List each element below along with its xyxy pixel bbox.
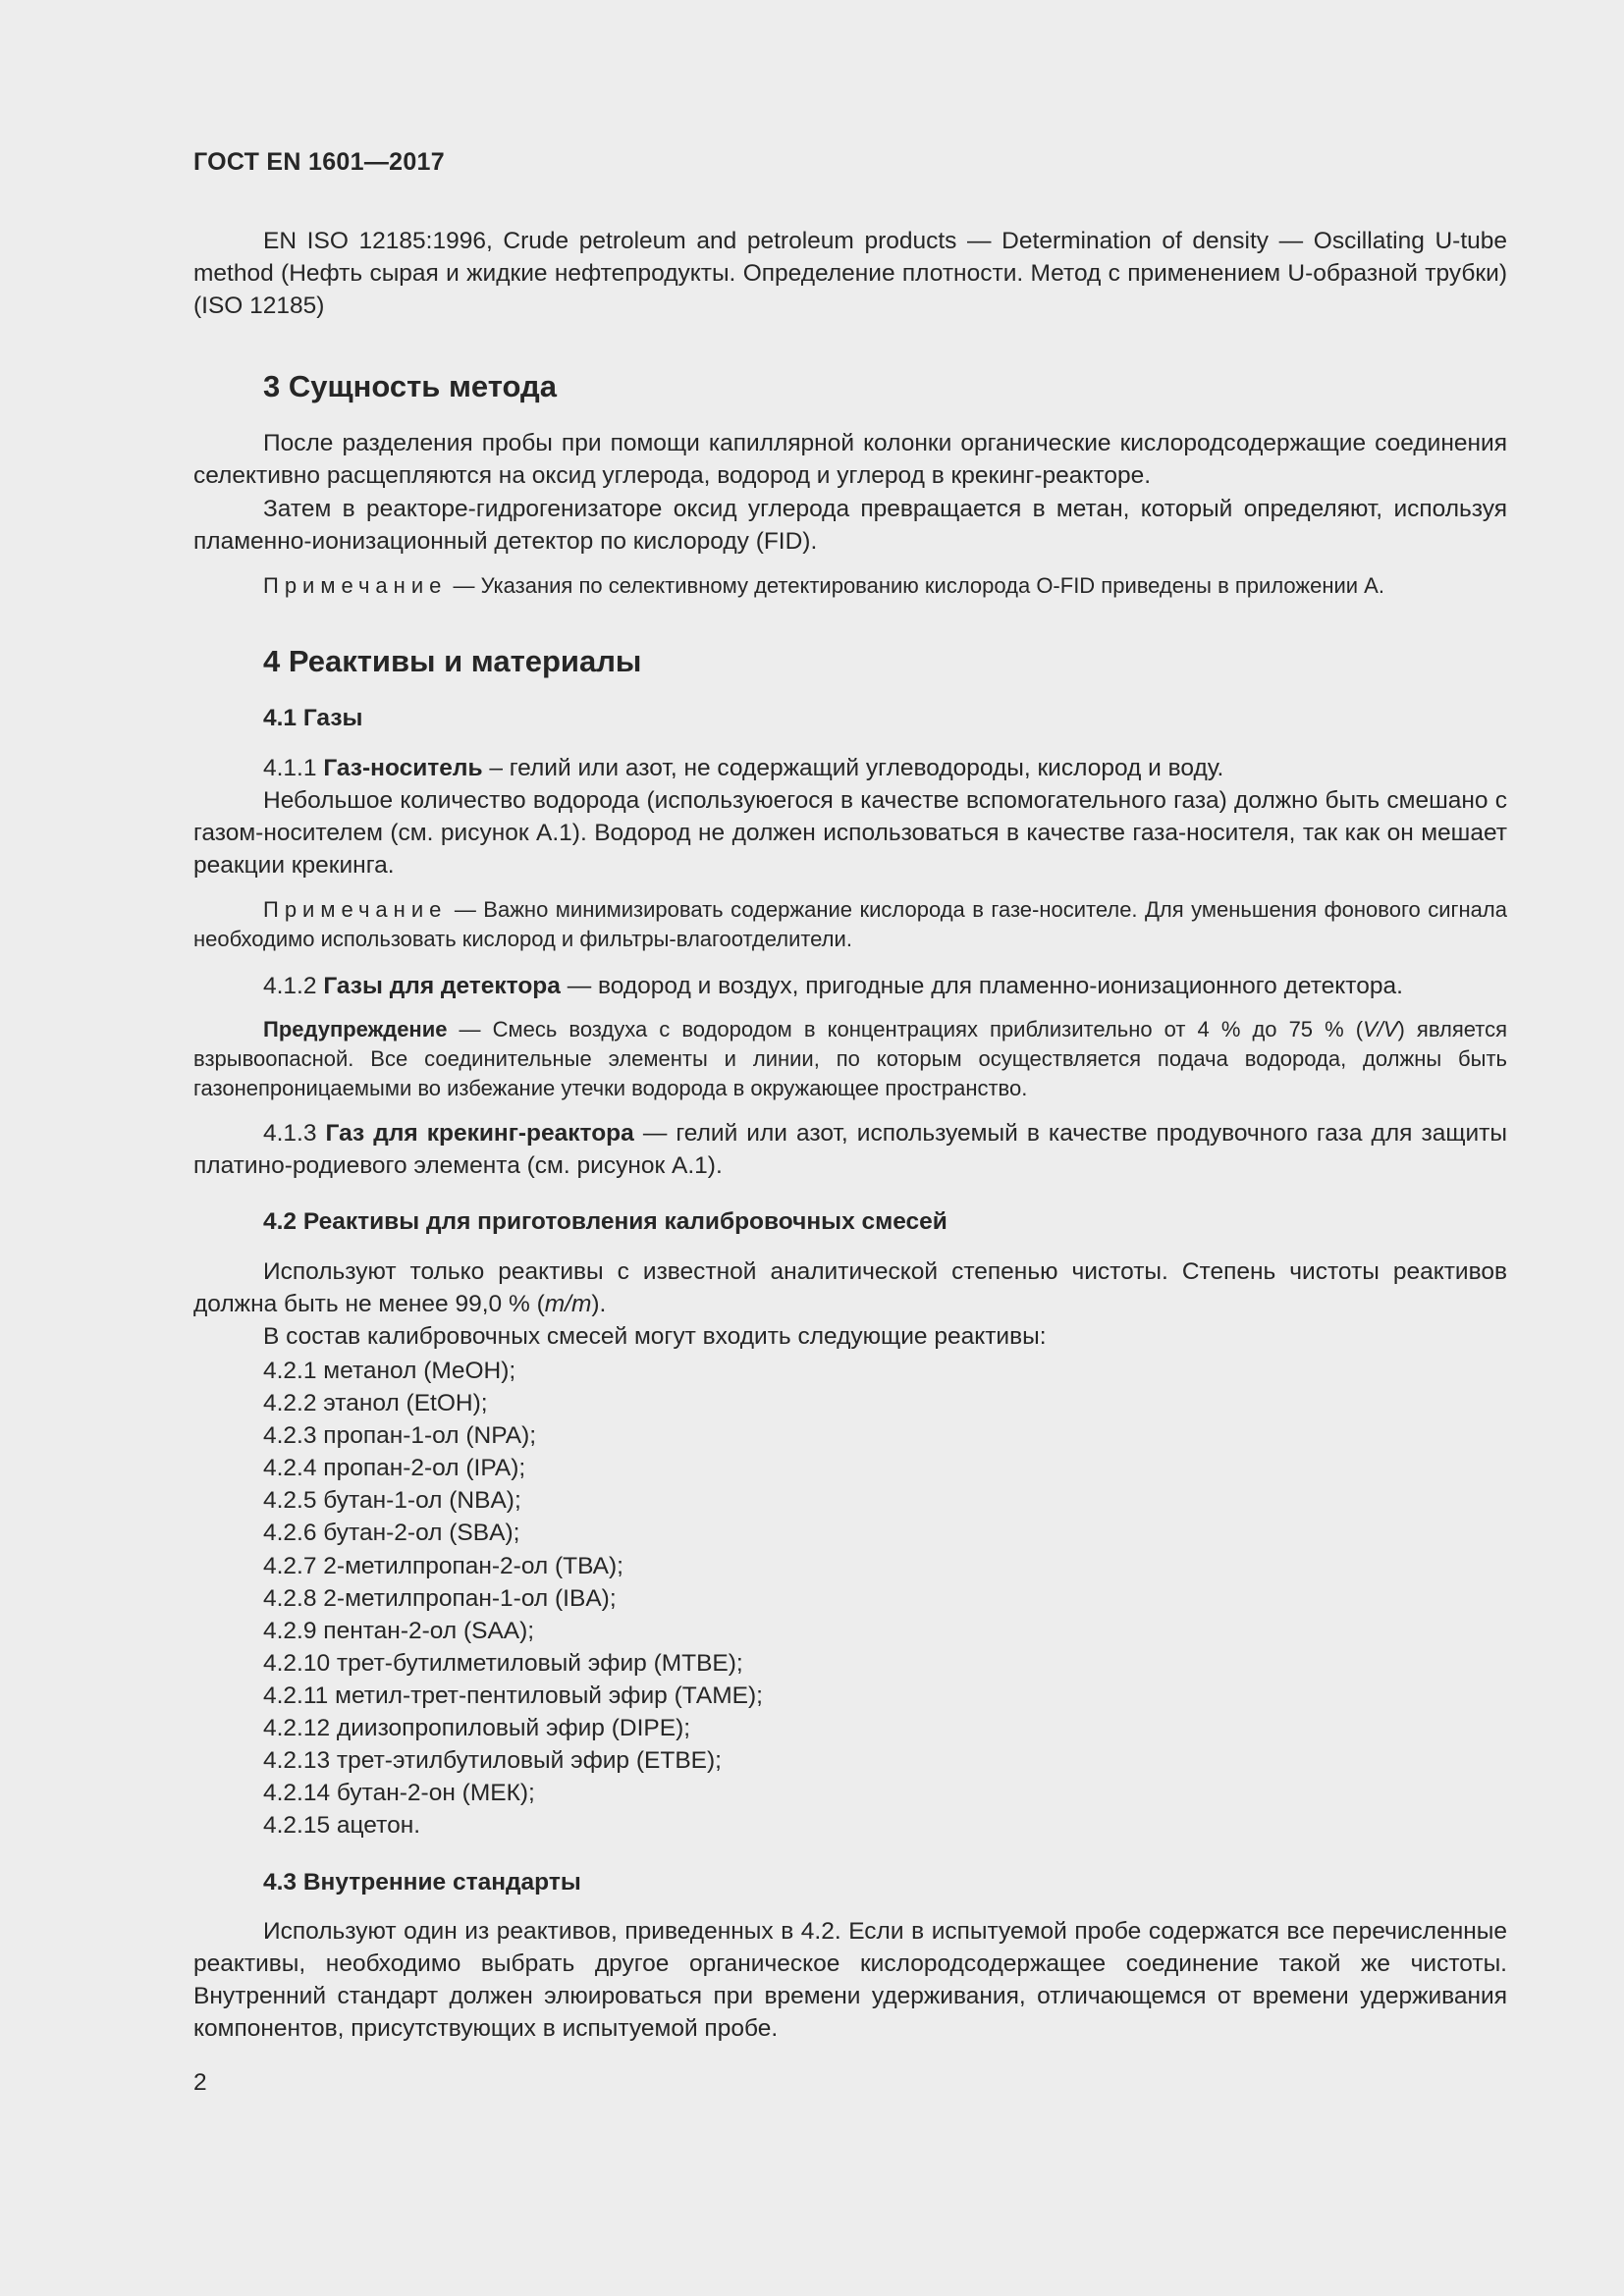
page-number: 2 [193,2069,207,2096]
list-item: 4.2.8 2-метилпропан-1-ол (IBA); [263,1584,617,1612]
clause-number: 4.1.2 [263,973,324,999]
section-3-paragraph-2: Затем в реакторе-гидрогенизаторе оксид углерода превращается в метан, который определяют, используя пламенно-ионизационный детектор по кислороду (FID). [193,496,1507,555]
section-4-3-title: 4.3 Внутренние стандарты [263,1869,581,1896]
list-item: 4.2.6 бутан-2-ол (SBA); [263,1520,520,1547]
list-item: 4.2.3 пропан-1-ол (NPA); [263,1422,537,1450]
reference-paragraph: EN ISO 12185:1996, Crude petroleum and petroleum products — Determination of density — Oscillating U-tube method (Нефть сырая и жидкие нефтепродукты. Определение плотности. Метод с применением U-образной трубки) (ISO 12185) [193,228,1507,319]
list-item: 4.2.10 трет-бутилметиловый эфир (МТВЕ); [263,1649,743,1677]
list-item: 4.2.1 метанол (MeOH); [263,1358,516,1384]
warning-paragraph [193,1015,1507,1103]
section-4-2-paragraph-2: В состав калибровочных смесей могут входить следующие реактивы: [263,1323,1047,1350]
mass-ratio: m/m [544,1291,592,1317]
clause-term: Газы для детектора [323,973,561,999]
section-3-title: 3 Сущность метода [263,369,557,403]
list-item: 4.2.7 2-метилпропан-2-ол (ТВА); [263,1552,623,1579]
note-label: Примечание [263,573,448,598]
standard-header: ГОСТ EN 1601—2017 [193,148,445,176]
clause-term: Газ-носитель [323,755,483,781]
paragraph-4-1-2 [193,970,1507,1002]
list-item: 4.2.2 этанол (EtOH); [263,1390,488,1417]
section-4-2-paragraph-1 [193,1255,1507,1320]
clause-text: – гелий или азот, не содержащий углеводороды, кислород и воду. [482,755,1224,781]
clause-term: Газ для крекинг-реактора [325,1120,634,1147]
clause-text: — водород и воздух, пригодные для пламенно-ионизационного детектора. [560,973,1403,999]
paragraph-4-1-1-continuation: Небольшое количество водорода (используюегося в качестве вспомогательного газа) должно быть смешано с газом-носителем (см. рисунок А.1). Водород не должен использоваться в качестве газа-носителя, так как он мешает реакции крекинга. [193,787,1507,879]
note-label: Примечание [263,897,448,922]
warning-text-2: ) является взрывоопасной. Все соединительные элементы и линии, по которым осуществляется подача водорода, должны быть газонепроницаемыми во избежание утечки водорода в окружающее пространство. [193,1017,1508,1100]
list-item: 4.2.4 пропан-2-ол (IPA); [263,1455,526,1482]
section-4-2-title: 4.2 Реактивы для приготовления калибровочных смесей [263,1208,947,1235]
warning-label: Предупреждение [263,1017,448,1041]
section-4-title: 4 Реактивы и материалы [263,644,642,678]
clause-number: 4.1.3 [263,1120,326,1147]
list-item: 4.2.9 пентан-2-ол (SAA); [263,1617,535,1644]
warning-text-1: — Смесь воздуха с водородом в концентрациях приблизительно от 4 % до 75 % ( [447,1017,1364,1041]
text-part-2: ). [591,1291,607,1317]
list-item: 4.2.5 бутан-1-ол (NBA); [263,1487,521,1515]
list-item: 4.2.14 бутан-2-он (МЕК); [263,1780,535,1807]
list-item: 4.2.15 ацетон. [263,1812,421,1840]
section-4-1-title: 4.1 Газы [263,705,363,731]
clause-number: 4.1.1 [263,755,324,781]
list-item: 4.2.13 трет-этилбутиловый эфир (ЕТВЕ); [263,1747,722,1775]
paragraph-4-1-3 [193,1117,1507,1182]
list-item: 4.2.12 диизопропиловый эфир (DIPE); [263,1715,691,1742]
section-4-3-paragraph: Используют один из реактивов, приведенных в 4.2. Если в испытуемой пробе содержатся все перечисленные реактивы, необходимо выбрать другое органическое кислородсодержащее соединение такой же чистоты. Внутренний стандарт должен элюироваться при времени удерживания, отличающемся от времени удерживания компонентов, присутствующих в испытуемой пробе. [193,1918,1507,2042]
note-text: — Важно минимизировать содержание кислорода в газе-носителе. Для уменьшения фонового сигнала необходимо использовать кислород и фильтры-влагоотделители. [193,897,1507,951]
warning-vv: V/V [1363,1017,1398,1041]
text-part-1: Используют только реактивы с известной аналитической степенью чистоты. Степень чистоты реактивов должна быть не менее 99,0 % ( [193,1258,1507,1317]
section-3-note [193,571,1507,601]
section-4-1-note [193,895,1507,954]
clause-text: — гелий или азот, используемый в качестве продувочного газа для защиты платино-родиевого элемента (см. рисунок А.1). [193,1120,1507,1179]
paragraph-4-1-1 [193,752,1507,784]
section-3-paragraph-1: После разделения пробы при помощи капиллярной колонки органические кислородсодержащие соединения селективно расщепляются на оксид углерода, водород и углерод в крекинг-реакторе. [193,430,1507,489]
note-text: — Указания по селективному детектированию кислорода O-FID приведены в приложении А. [447,573,1384,598]
list-item: 4.2.11 метил-трет-пентиловый эфир (ТАМЕ); [263,1682,763,1709]
reagent-list [263,1355,763,1842]
